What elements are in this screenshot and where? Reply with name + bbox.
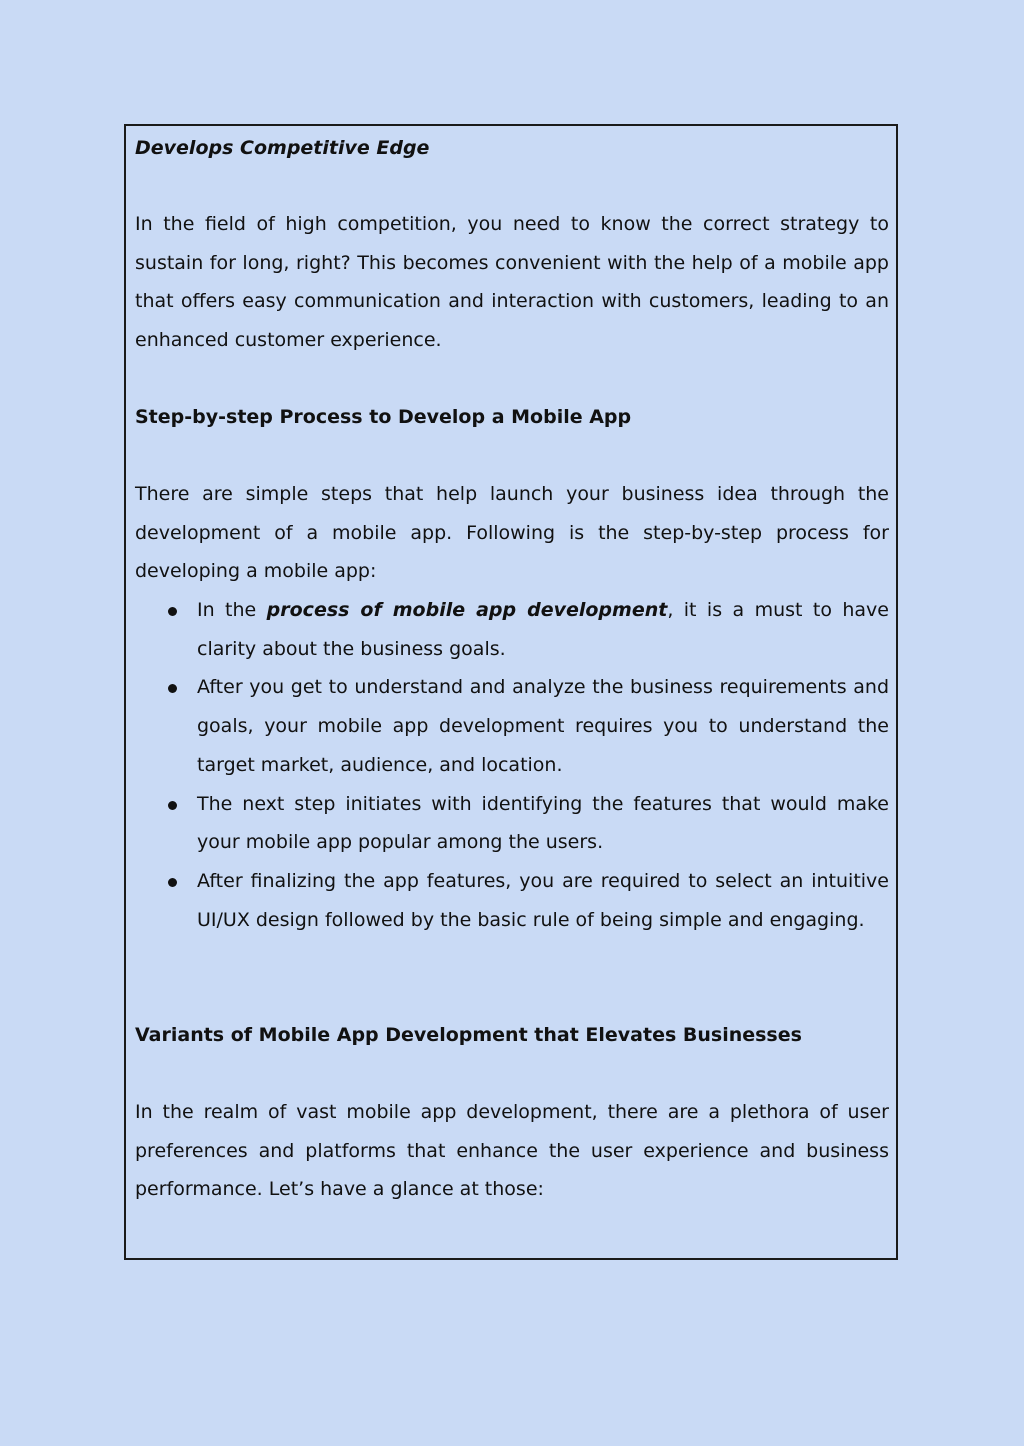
- steps-list: [135, 591, 889, 939]
- list-item-prefix: In the: [197, 599, 267, 621]
- list-item-text: After finalizing the app features, you are required to select an intuitive UI/UX design followed by the basic rule of being simple and engaging.: [197, 869, 889, 931]
- list-item-text: After you get to understand and analyze the business requirements and goals, your mobile app development requires you to understand the target market, audience, and location.: [197, 676, 889, 776]
- section-heading-step-by-step: Step-by-step Process to Develop a Mobile App: [135, 406, 632, 428]
- content-frame: [124, 124, 898, 1260]
- list-item: [135, 862, 889, 939]
- list-item-suffix: , it is a must to have clarity about the business goals.: [197, 599, 889, 660]
- paragraph-variants: In the realm of vast mobile app development, there are a plethora of user preferences and platforms that enhance the user experience and business performance. Let’s have a glance at those:: [135, 1101, 889, 1201]
- bullet-icon: [168, 878, 177, 887]
- list-item: [135, 785, 889, 862]
- section-heading-competitive-edge: Develops Competitive Edge: [135, 137, 430, 159]
- section-heading-variants: Variants of Mobile App Development that Elevates Businesses: [135, 1024, 802, 1046]
- paragraph-competitive-edge: In the field of high competition, you need to know the correct strategy to sustain for long, right? This becomes convenient with the help of a mobile app that offers easy communication and interaction with customers, leading to an enhanced customer experience.: [135, 213, 889, 352]
- list-item: [135, 591, 889, 668]
- bullet-icon: [168, 801, 177, 810]
- list-item-text: The next step initiates with identifying the features that would make your mobile app popular among the users.: [197, 792, 889, 854]
- list-item: [135, 668, 889, 784]
- bullet-icon: [168, 684, 177, 693]
- paragraph-step-by-step-intro: There are simple steps that help launch your business idea through the development of a mobile app. Following is the step-by-step process for developing a mobile app:: [135, 483, 889, 583]
- list-item-emphasis: process of mobile app development: [266, 599, 668, 621]
- bullet-icon: [168, 607, 177, 616]
